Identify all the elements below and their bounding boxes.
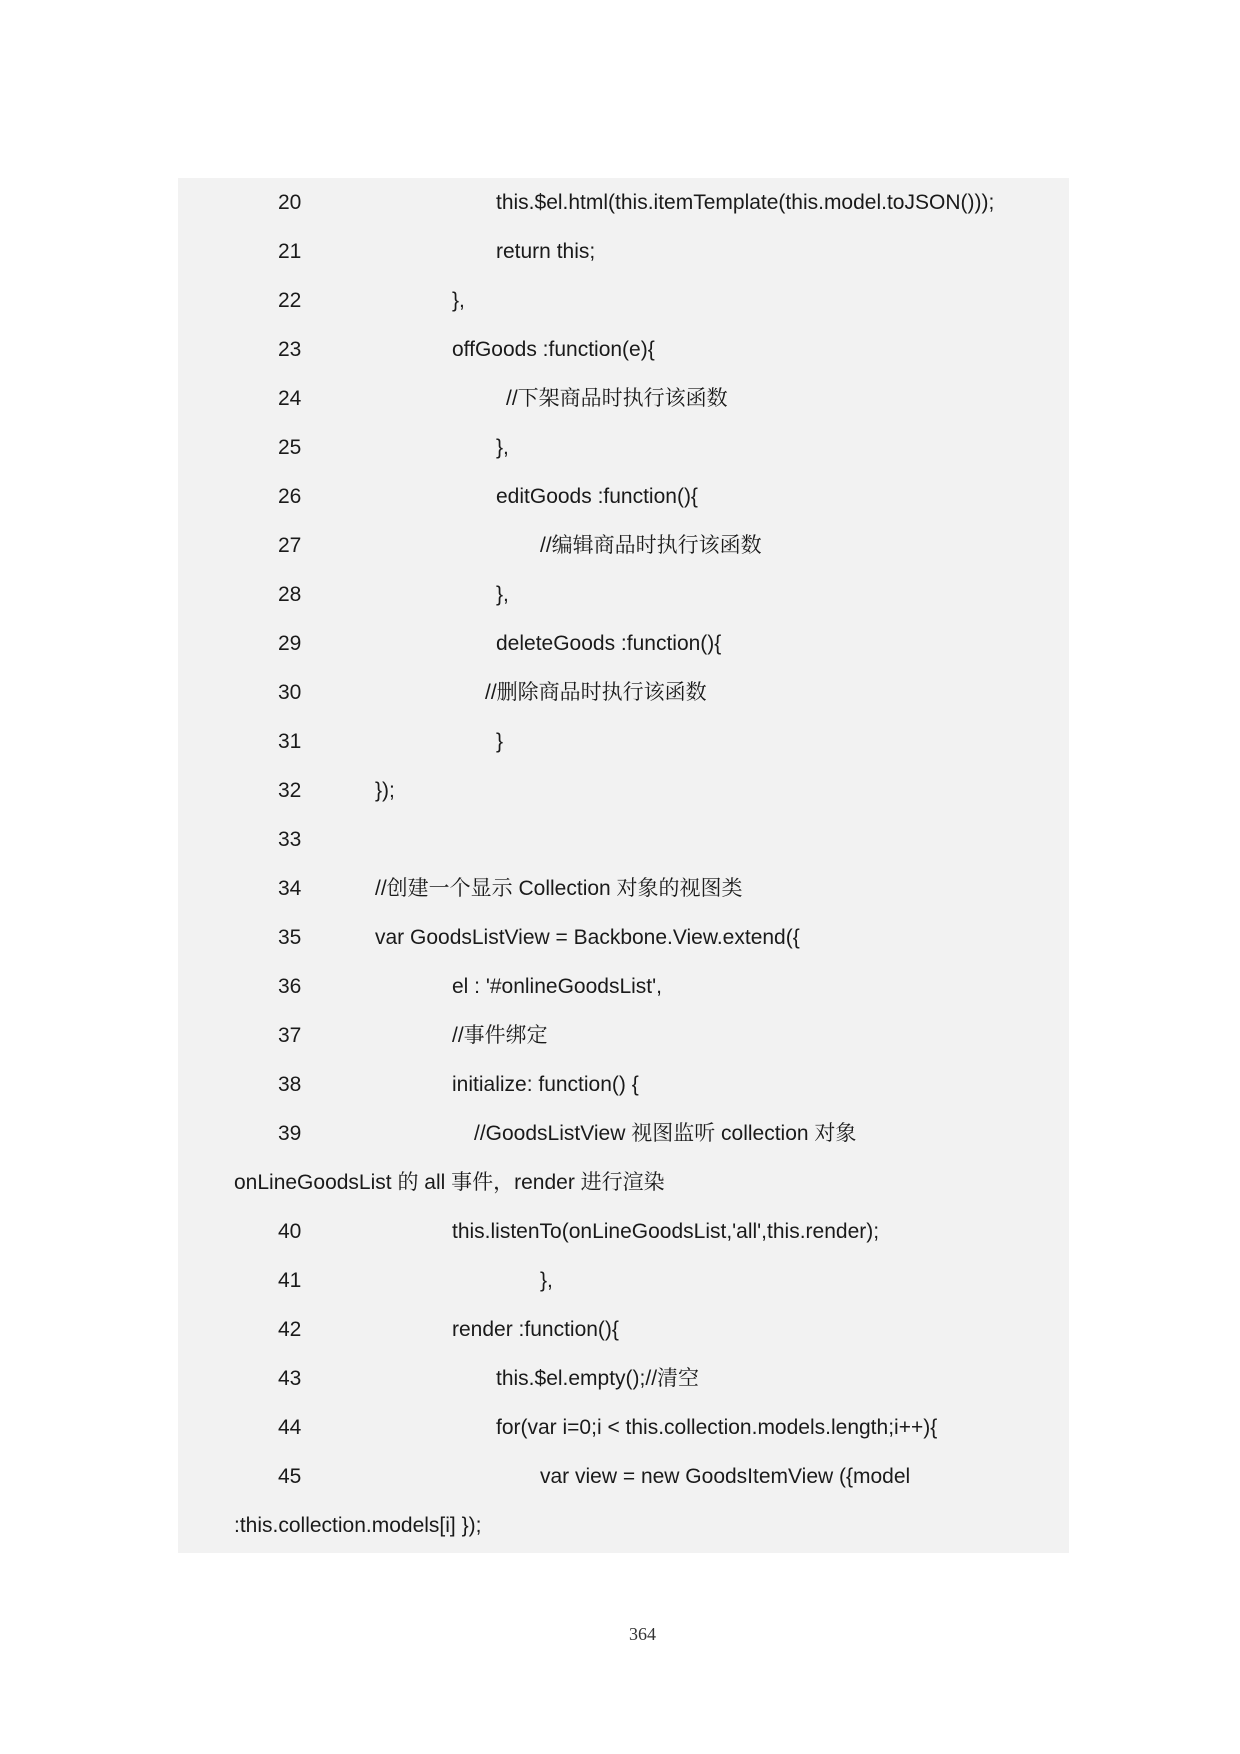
code-text: }, <box>540 1269 553 1292</box>
code-text: return this; <box>496 240 596 263</box>
line-number: 34 <box>278 877 302 900</box>
code-text: }, <box>452 289 465 312</box>
line-number: 23 <box>278 338 302 361</box>
code-text: this.$el.html(this.itemTemplate(this.model.toJSON())); <box>496 191 995 214</box>
code-text: //下架商品时执行该函数 <box>506 387 728 410</box>
line-number: 44 <box>278 1416 302 1439</box>
code-text: }, <box>496 436 509 459</box>
code-text: el : '#onlineGoodsList', <box>452 975 662 998</box>
line-number: 35 <box>278 926 302 949</box>
code-text: //编辑商品时执行该函数 <box>540 534 762 557</box>
code-text: offGoods :function(e){ <box>452 338 655 361</box>
line-number: 24 <box>278 387 302 410</box>
code-text: //创建一个显示 Collection 对象的视图类 <box>375 877 743 900</box>
line-number: 29 <box>278 632 302 655</box>
line-number: 25 <box>278 436 302 459</box>
line-number: 42 <box>278 1318 302 1341</box>
code-text: for(var i=0;i < this.collection.models.length;i++){ <box>496 1416 938 1439</box>
line-number: 33 <box>278 828 302 851</box>
line-number: 28 <box>278 583 302 606</box>
line-number: 39 <box>278 1122 302 1145</box>
code-text: this.listenTo(onLineGoodsList,'all',this.render); <box>452 1220 880 1243</box>
line-number: 21 <box>278 240 302 263</box>
page-number: 364 <box>629 1624 656 1644</box>
line-number: 43 <box>278 1367 302 1390</box>
code-block <box>178 178 1069 1553</box>
code-text: //GoodsListView 视图监听 collection 对象 <box>474 1122 857 1145</box>
line-number: 45 <box>278 1465 302 1488</box>
line-number: 41 <box>278 1269 302 1292</box>
line-number: 20 <box>278 191 302 214</box>
line-number: 26 <box>278 485 302 508</box>
code-text: //事件绑定 <box>452 1024 548 1047</box>
line-number: 22 <box>278 289 302 312</box>
code-text: editGoods :function(){ <box>496 485 698 508</box>
line-number: 27 <box>278 534 302 557</box>
line-number: 30 <box>278 681 302 704</box>
code-text: var GoodsListView = Backbone.View.extend({ <box>375 926 800 949</box>
line-number: 37 <box>278 1024 302 1047</box>
code-text: onLineGoodsList 的 all 事件，render 进行渲染 <box>234 1171 665 1194</box>
code-text: var view = new GoodsItemView ({model <box>540 1465 911 1488</box>
code-text: } <box>496 730 504 753</box>
code-text: render :function(){ <box>452 1318 619 1341</box>
code-text: initialize: function() { <box>452 1073 639 1096</box>
code-text: :this.collection.models[i] }); <box>234 1514 482 1537</box>
code-text: deleteGoods :function(){ <box>496 632 722 655</box>
line-number: 31 <box>278 730 302 753</box>
code-text: }); <box>375 779 395 802</box>
line-number: 38 <box>278 1073 302 1096</box>
line-number: 36 <box>278 975 302 998</box>
line-number: 32 <box>278 779 302 802</box>
code-text: //删除商品时执行该函数 <box>485 681 707 704</box>
code-text: this.$el.empty();//清空 <box>496 1367 700 1390</box>
line-number: 40 <box>278 1220 302 1243</box>
code-text: }, <box>496 583 509 606</box>
